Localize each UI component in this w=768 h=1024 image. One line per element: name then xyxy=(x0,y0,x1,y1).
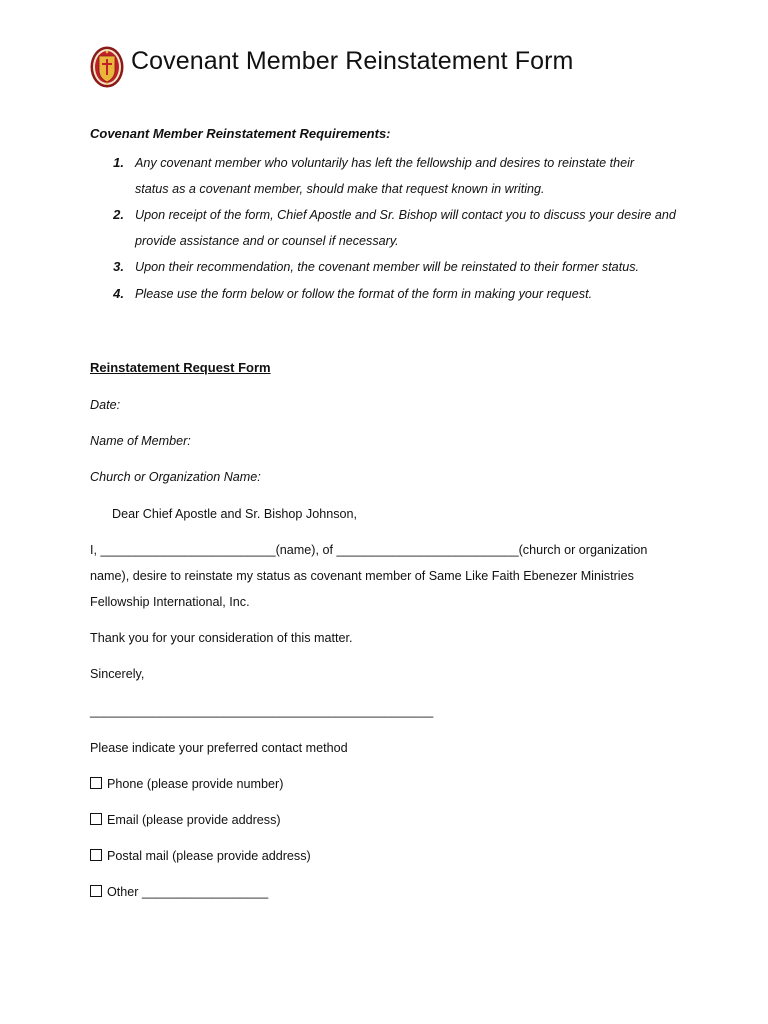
contact-option-label: Other __________________ xyxy=(107,885,269,899)
date-field-label: Date: xyxy=(90,398,121,412)
requirement-number: 1. xyxy=(113,155,124,170)
closing-line: Sincerely, xyxy=(90,667,145,681)
contact-option-other[interactable] xyxy=(90,885,268,899)
request-body-line: I, _________________________(name), of __________________________(church or organization xyxy=(90,543,648,557)
checkbox-icon[interactable] xyxy=(90,885,102,897)
signature-line: _________________________________________________ xyxy=(90,704,434,718)
page-title: Covenant Member Reinstatement Form xyxy=(131,47,574,75)
form-heading: Reinstatement Request Form xyxy=(90,360,271,375)
checkbox-icon[interactable] xyxy=(90,777,102,789)
contact-option-email[interactable] xyxy=(90,813,281,827)
requirement-text: Upon receipt of the form, Chief Apostle and Sr. Bishop will contact you to discuss your desire and xyxy=(135,208,676,222)
church-name-field-label: Church or Organization Name: xyxy=(90,470,261,484)
contact-option-label: Phone (please provide number) xyxy=(107,777,284,791)
contact-method-prompt: Please indicate your preferred contact method xyxy=(90,741,348,755)
requirement-number: 3. xyxy=(113,259,124,274)
requirement-text: Any covenant member who voluntarily has left the fellowship and desires to reinstate their xyxy=(135,156,635,170)
requirement-number: 4. xyxy=(113,286,124,301)
request-body-line: Fellowship International, Inc. xyxy=(90,595,250,609)
contact-option-label: Postal mail (please provide address) xyxy=(107,849,311,863)
contact-option-postal-mail[interactable] xyxy=(90,849,311,863)
church-seal-icon xyxy=(90,46,124,88)
contact-option-phone[interactable] xyxy=(90,777,283,791)
requirement-text: Please use the form below or follow the format of the form in making your request. xyxy=(135,287,593,301)
checkbox-icon[interactable] xyxy=(90,849,102,861)
requirements-heading: Covenant Member Reinstatement Requirements: xyxy=(90,126,391,141)
salutation: Dear Chief Apostle and Sr. Bishop Johnson, xyxy=(112,507,358,521)
requirement-number: 2. xyxy=(113,207,124,222)
contact-option-label: Email (please provide address) xyxy=(107,813,281,827)
checkbox-icon[interactable] xyxy=(90,813,102,825)
member-name-field-label: Name of Member: xyxy=(90,434,191,448)
requirement-text: Upon their recommendation, the covenant member will be reinstated to their former status. xyxy=(135,260,639,274)
request-body-line: name), desire to reinstate my status as covenant member of Same Like Faith Ebenezer Ministries xyxy=(90,569,634,583)
requirement-text: provide assistance and or counsel if necessary. xyxy=(135,234,399,248)
requirement-text: status as a covenant member, should make that request known in writing. xyxy=(135,182,545,196)
thanks-line: Thank you for your consideration of this matter. xyxy=(90,631,353,645)
